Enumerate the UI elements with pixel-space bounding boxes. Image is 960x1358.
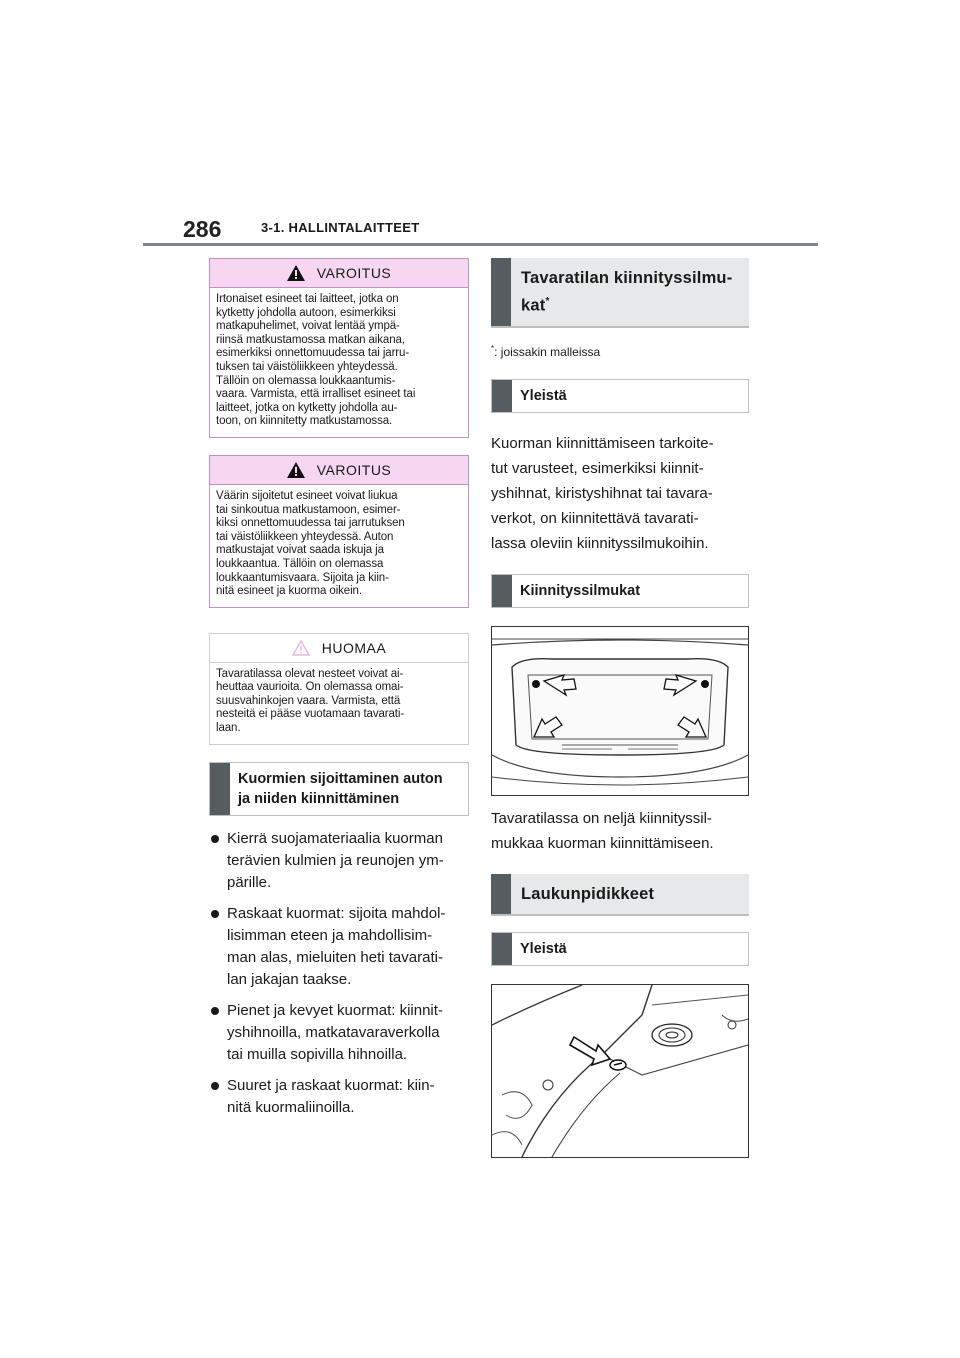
- section-title-sup: *: [545, 296, 550, 307]
- section-title: [511, 258, 742, 326]
- bullet-icon: [211, 910, 219, 918]
- list-item: [209, 903, 469, 991]
- trunk-lashing-eyes-figure: [491, 626, 749, 796]
- subsection-title: Kuormien sijoittaminen auton ja niiden kiinnittäminen: [238, 770, 443, 807]
- footnote: [491, 344, 749, 359]
- warning-title: VAROITUS: [316, 265, 392, 281]
- warning-header: [210, 456, 468, 485]
- list-item: [209, 828, 469, 894]
- warning-icon: [287, 265, 305, 281]
- chapter-title: 3-1. HALLINTALAITTEET: [261, 220, 420, 235]
- heading-bar: [491, 258, 511, 326]
- subsection-title: Yleistä: [520, 387, 567, 404]
- page-header: [143, 212, 818, 246]
- notice-box: [209, 633, 469, 745]
- footnote-mark: *: [491, 343, 495, 353]
- heading-bar: [210, 763, 230, 815]
- warning-title: VAROITUS: [316, 461, 392, 478]
- warning-icon: [287, 462, 305, 478]
- warning-header: [210, 259, 468, 288]
- bag-hook-figure: [491, 984, 749, 1158]
- section-title-text: Tavaratilan kiinnityssilmu- kat: [521, 269, 733, 315]
- page-number: 286: [183, 216, 222, 242]
- subsection-title: Yleistä: [520, 940, 567, 957]
- heading-bar: [492, 380, 512, 412]
- warning-text: Irtonaiset esineet tai laitteet, jotka on kytketty johdolla autoon, esimerkiksi matkapuhelimet, voivat lentää ympä- riinsä matkustamossa matkan aikana, esimerkiksi onnettomuudessa tai jarru- tuksen tai väistöliikkeen yhteydessä. Tällöin on olemassa loukkaantumis- vaara. Varmista, että irralliset esineet tai laitteet, jotka on kytketty johdolla au- toon, on kiinnitetty matkustamossa.: [216, 293, 416, 428]
- list-item: [209, 1075, 469, 1119]
- notice-header: [210, 634, 468, 663]
- header-rule: [143, 243, 818, 246]
- heading-bar: [492, 575, 512, 607]
- bullet-list: [209, 828, 469, 1119]
- notice-text: Tavaratilassa olevat nesteet voivat ai- heuttaa vaurioita. On olemassa omai- suusvahinkojen vaara. Varmista, että nesteitä ei pääse vuotamaan tavarati- laan.: [216, 667, 405, 735]
- heading-bar: [492, 933, 512, 965]
- subsection-heading: [209, 762, 469, 816]
- bullet-icon: [211, 1082, 219, 1090]
- bullet-icon: [211, 1007, 219, 1015]
- heading-bar: [491, 874, 511, 914]
- paragraph: Kuorman kiinnittämiseen tarkoite- tut varusteet, esimerkiksi kiinnit- yshihnat, kiristyshihnat tai tavara- verkot, on kiinnitettävä tavarati- lassa oleviin kiinnityssilmukoihin.: [491, 434, 714, 552]
- section-heading: [491, 874, 749, 916]
- warning-box: [209, 258, 469, 438]
- list-item-text: Pienet ja kevyet kuormat: kiinnit- yshihnoilla, matkatavaraverkolla tai muilla sopivilla hihnoilla.: [227, 1001, 443, 1063]
- list-item-text: Raskaat kuormat: sijoita mahdol- lisimman eteen ja mahdollisim- man alas, mieluiten heti tavarati- lan jakajan taakse.: [227, 904, 446, 988]
- section-title: Laukunpidikkeet: [521, 884, 655, 903]
- list-item-text: Kierrä suojamateriaalia kuorman terävien kulmien ja reunojen ym- pärille.: [227, 829, 444, 891]
- left-column: [209, 258, 469, 1128]
- paragraph: Tavaratilassa on neljä kiinnityssil- mukkaa kuorman kiinnittämiseen.: [491, 809, 714, 852]
- footnote-text: : joissakin malleissa: [494, 344, 601, 359]
- subsection-heading: [491, 379, 749, 413]
- notice-title: HUOMAA: [321, 639, 387, 656]
- caution-outline-icon: [292, 640, 310, 656]
- warning-text: Väärin sijoitetut esineet voivat liukua tai sinkoutua matkustamoon, esimer- kiksi onnettomuudessa tai jarrutuksen tai väistöliikkeen yhteydessä. Auton matkustajat voivat saada iskuja ja loukkaantua. Tällöin on olemassa loukkaantumisvaara. Sijoita ja kiin- nitä esineet ja kuorma oikein.: [216, 489, 405, 598]
- warning-box: [209, 455, 469, 608]
- section-heading: [491, 258, 749, 328]
- subsection-heading: [491, 574, 749, 608]
- trunk-illustration: [492, 627, 748, 795]
- list-item-text: Suuret ja raskaat kuormat: kiin- nitä kuormaliinoilla.: [227, 1076, 435, 1116]
- subsection-heading: [491, 932, 749, 966]
- bag-hook-illustration: [492, 985, 748, 1157]
- bullet-icon: [211, 835, 219, 843]
- right-column: [491, 258, 749, 1158]
- subsection-title: Kiinnityssilmukat: [520, 582, 641, 599]
- list-item: [209, 1000, 469, 1066]
